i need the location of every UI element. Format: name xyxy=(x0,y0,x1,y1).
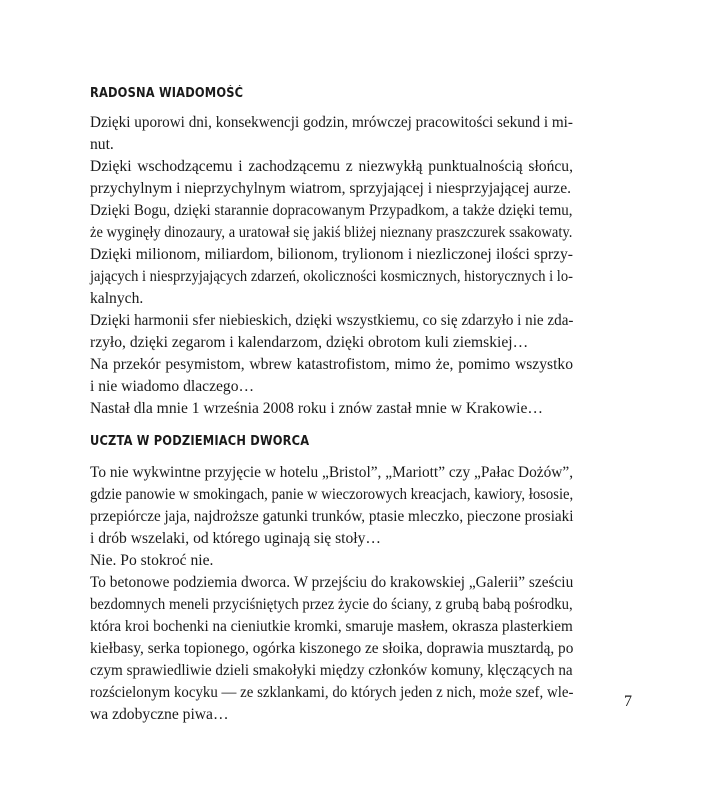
text-line: Dzięki harmonii sfer niebieskich, dzięki wszystkiemu, co się zdarzyło i nie zda- xyxy=(90,312,574,329)
text-line: To nie wykwintne przyjęcie w hotelu „Bristol”, „Mariott” czy „Pałac Dożów”, xyxy=(90,464,574,481)
text-line: Dzięki wschodzącemu i zachodzącemu z niezwykłą punktualnością słońcu, xyxy=(90,158,573,175)
text-line: gdzie panowie w smokingach, panie w wieczorowych kreacjach, kawiory, łososie, xyxy=(90,486,574,503)
text-line: kalnych. xyxy=(90,290,144,307)
text-line: Nastał dla mnie 1 września 2008 roku i znów zastał mnie w Krakowie… xyxy=(90,400,543,417)
text-line: przychylnym i nieprzychylnym wiatrom, sprzyjającej i niesprzyjającej aurze. xyxy=(90,180,572,197)
text-line: rzyło, dzięki zegarom i kalendarzom, dzięki obrotom kuli ziemskiej… xyxy=(90,334,529,351)
section-heading-uczta: UCZTA W PODZIEMIACH DWORCA xyxy=(90,434,310,449)
text-line: kiełbasy, serka topionego, ogórka kiszonego ze słoika, doprawia musztardą, po xyxy=(90,640,574,657)
section-body-radosna-wiadomosc xyxy=(90,112,573,420)
text-line: i drób wszelaki, od którego uginają się stoły… xyxy=(90,530,382,547)
text-line: Nie. Po stokroć nie. xyxy=(90,552,214,569)
text-line: czym sprawiedliwie dzieli smakołyki między członków komuny, klęczących na xyxy=(90,662,573,679)
text-line: i nie wiadomo dlaczego… xyxy=(90,378,255,395)
page-number: 7 xyxy=(624,693,632,710)
text-line: która kroi bochenki na cieniutkie kromki, smaruje masłem, okrasza plasterkiem xyxy=(90,618,573,635)
text-line: bezdomnych meneli przyciśniętych przez życie do ściany, z grubą babą pośrodku, xyxy=(90,596,573,613)
text-line: przepiórcze jaja, najdroższe gatunki trunków, ptasie mleczko, pieczone prosiaki xyxy=(90,508,574,525)
text-line: nut. xyxy=(90,136,114,153)
text-line: Dzięki milionom, miliardom, bilionom, trylionom i niezliczonej ilości sprzy- xyxy=(90,246,573,263)
text-line: wa zdobyczne piwa… xyxy=(90,706,229,723)
text-line: że wyginęły dinozaury, a uratował się jakiś bliżej nieznany praszczurek ssakowaty. xyxy=(90,224,573,241)
text-line: To betonowe podziemia dworca. W przejściu do krakowskiej „Galerii” sześciu xyxy=(90,574,574,591)
section-body-uczta xyxy=(90,462,573,726)
section-heading-radosna-wiadomosc: RADOSNA WIADOMOŚĆ xyxy=(90,86,244,101)
text-line: rozścielonym kocyku — ze szklankami, do których jeden z nich, może szef, wle- xyxy=(90,684,574,701)
text-line: Na przekór pesymistom, wbrew katastrofistom, mimo że, pomimo wszystko xyxy=(90,356,573,373)
text-line: Dzięki uporowi dni, konsekwencji godzin, mrówczej pracowitości sekund i mi- xyxy=(90,114,573,131)
text-line: Dzięki Bogu, dzięki starannie dopracowanym Przypadkom, a także dzięki temu, xyxy=(90,202,573,219)
text-line: jających i niesprzyjających zdarzeń, okoliczności kosmicznych, historycznych i lo- xyxy=(90,268,573,285)
